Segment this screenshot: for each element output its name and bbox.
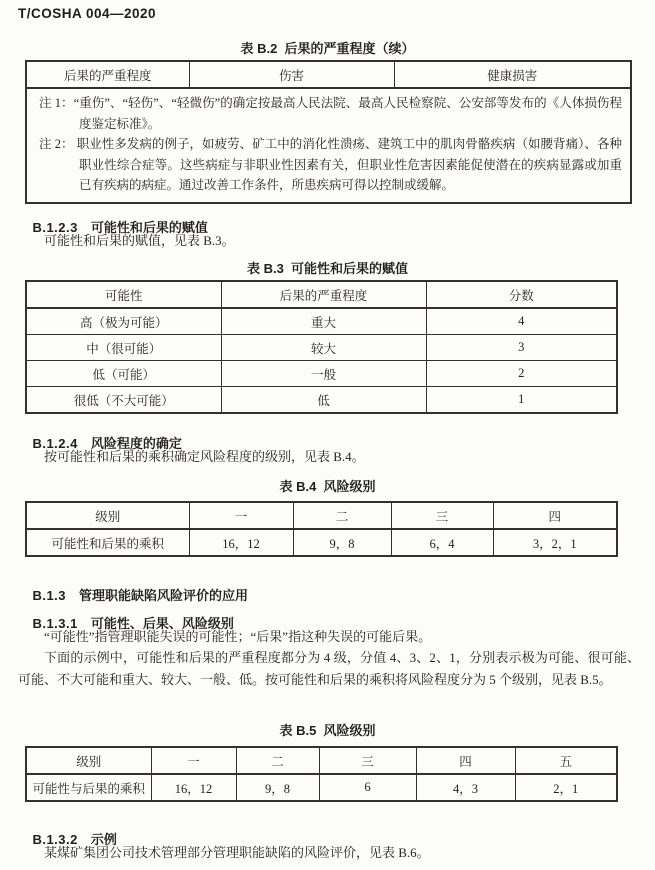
table-b5-row-label: 可能性与后果的乘积 bbox=[26, 774, 151, 801]
table-b3-header-severity: 后果的严重程度 bbox=[221, 281, 426, 308]
table-b5-header-1: 一 bbox=[151, 747, 236, 774]
table-cell: 4 bbox=[426, 308, 617, 335]
heading-b13-number: B.1.3 bbox=[32, 588, 67, 603]
table-cell: 3，2，1 bbox=[493, 529, 617, 556]
table-b5-header-5: 五 bbox=[515, 747, 617, 774]
note-1-label: 注 1： bbox=[39, 96, 74, 110]
table-cell: 低 bbox=[221, 387, 426, 414]
table-b2-header-severity: 后果的严重程度 bbox=[26, 61, 189, 88]
table-b2-notes-cell bbox=[26, 88, 631, 203]
table-cell: 较大 bbox=[221, 335, 426, 361]
paragraph-b131-1: “可能性”指管理职能失误的可能性；“后果”指这种失误的可能后果。 bbox=[44, 629, 432, 644]
table-b5-header-row bbox=[26, 747, 617, 774]
paragraph-b123: 可能性和后果的赋值，见表 B.3。 bbox=[44, 233, 235, 248]
table-b2-header-injury: 伤害 bbox=[189, 61, 394, 88]
table-cell: 16，12 bbox=[189, 529, 293, 556]
table-cell: 9，8 bbox=[236, 774, 319, 801]
table-row bbox=[26, 308, 617, 335]
table-b4-data-row bbox=[26, 529, 617, 556]
heading-b131-title: 可能性、后果、风险级别 bbox=[90, 616, 234, 631]
table-cell: 重大 bbox=[221, 308, 426, 335]
note-1-text: “重伤”、“轻伤”、“轻微伤”的确定按最高人民法院、最高人民检察院、公安部等发布的《人体损伤程度鉴定标准》。 bbox=[73, 96, 622, 131]
heading-b132-title: 示例 bbox=[90, 832, 117, 847]
heading-b123-title: 可能性和后果的赋值 bbox=[90, 220, 208, 235]
heading-b124-number: B.1.2.4 bbox=[32, 436, 78, 451]
table-b2 bbox=[25, 60, 632, 204]
table-cell: 1 bbox=[426, 387, 617, 414]
table-cell: 3 bbox=[426, 335, 617, 361]
heading-b131-number: B.1.3.1 bbox=[32, 616, 78, 631]
table-b5-data-row bbox=[26, 774, 617, 801]
heading-b132-number: B.1.3.2 bbox=[32, 832, 78, 847]
table-b4-header-4: 四 bbox=[493, 502, 617, 529]
table-b4-header-1: 一 bbox=[189, 502, 293, 529]
table-b4-header-3: 三 bbox=[391, 502, 493, 529]
table-cell: 低（可能） bbox=[26, 361, 221, 387]
table-cell: 高（极为可能） bbox=[26, 308, 221, 335]
table-b2-note-1 bbox=[39, 93, 622, 134]
table-b3 bbox=[25, 280, 618, 414]
table-row bbox=[26, 387, 617, 414]
table-b3-title: 表 B.3 可能性和后果的赋值 bbox=[246, 261, 409, 276]
table-b4 bbox=[25, 501, 618, 557]
table-b5-header-2: 二 bbox=[236, 747, 319, 774]
table-b5-title: 表 B.5 风险级别 bbox=[279, 723, 376, 738]
table-b2-header-health: 健康损害 bbox=[394, 61, 631, 88]
table-b5-header-3: 三 bbox=[319, 747, 416, 774]
table-b2-title: 表 B.2 后果的严重程度（续） bbox=[240, 41, 415, 56]
table-cell: 16，12 bbox=[151, 774, 236, 801]
table-cell: 一般 bbox=[221, 361, 426, 387]
table-b4-title: 表 B.4 风险级别 bbox=[279, 479, 376, 494]
table-b5 bbox=[25, 746, 618, 802]
table-b4-header-2: 二 bbox=[293, 502, 391, 529]
table-b4-header-row bbox=[26, 502, 617, 529]
table-b2-note-2 bbox=[39, 134, 622, 196]
table-b2-notes-row bbox=[26, 88, 631, 203]
table-cell: 2，1 bbox=[515, 774, 617, 801]
heading-b123-number: B.1.2.3 bbox=[32, 220, 78, 235]
table-b4-header-level: 级别 bbox=[26, 502, 189, 529]
paragraph-b124: 按可能性和后果的乘积确定风险程度的级别，见表 B.4。 bbox=[44, 449, 365, 464]
table-cell: 2 bbox=[426, 361, 617, 387]
table-b5-header-level: 级别 bbox=[26, 747, 151, 774]
table-row bbox=[26, 361, 617, 387]
table-b3-header-row bbox=[26, 281, 617, 308]
paragraph-b131-2: 下面的示例中，可能性和后果的严重程度都分为 4 级，分值 4、3、2、1，分别表示极为可能、很可能、可能、不大可能和重大、较大、一般、低。按可能性和后果的乘积将风险程度分为 5 个级别，见表 B.5。 bbox=[18, 650, 640, 687]
table-b3-header-possibility: 可能性 bbox=[26, 281, 221, 308]
table-cell: 中（很可能） bbox=[26, 335, 221, 361]
table-cell: 9，8 bbox=[293, 529, 391, 556]
note-2-label: 注 2： bbox=[39, 137, 77, 151]
table-cell: 6，4 bbox=[391, 529, 493, 556]
note-2-text: 职业性多发病的例子，如疲劳、矿工中的消化性溃疡、建筑工中的肌肉骨骼疾病（如腰背痛）、各种职业性综合症等。这些病症与非职业性因素有关，但职业性危害因素能促使潜在的疾病显露或加重已有疾病的病症。通过改善工作条件，所患疾病可得以控制或缓解。 bbox=[76, 137, 622, 192]
heading-b13-title: 管理职能缺陷风险评价的应用 bbox=[79, 588, 249, 603]
table-b3-header-score: 分数 bbox=[426, 281, 617, 308]
table-row bbox=[26, 335, 617, 361]
table-b5-header-4: 四 bbox=[416, 747, 515, 774]
table-b4-row-label: 可能性和后果的乘积 bbox=[26, 529, 189, 556]
paragraph-b132: 某煤矿集团公司技术管理部分管理职能缺陷的风险评价，见表 B.6。 bbox=[44, 845, 430, 860]
doc-code-header: T/COSHA 004—2020 bbox=[18, 6, 157, 21]
table-b2-header-row bbox=[26, 61, 631, 88]
table-cell: 很低（不大可能） bbox=[26, 387, 221, 414]
table-cell: 4，3 bbox=[416, 774, 515, 801]
heading-b124-title: 风险程度的确定 bbox=[90, 436, 182, 451]
table-cell: 6 bbox=[319, 774, 416, 801]
